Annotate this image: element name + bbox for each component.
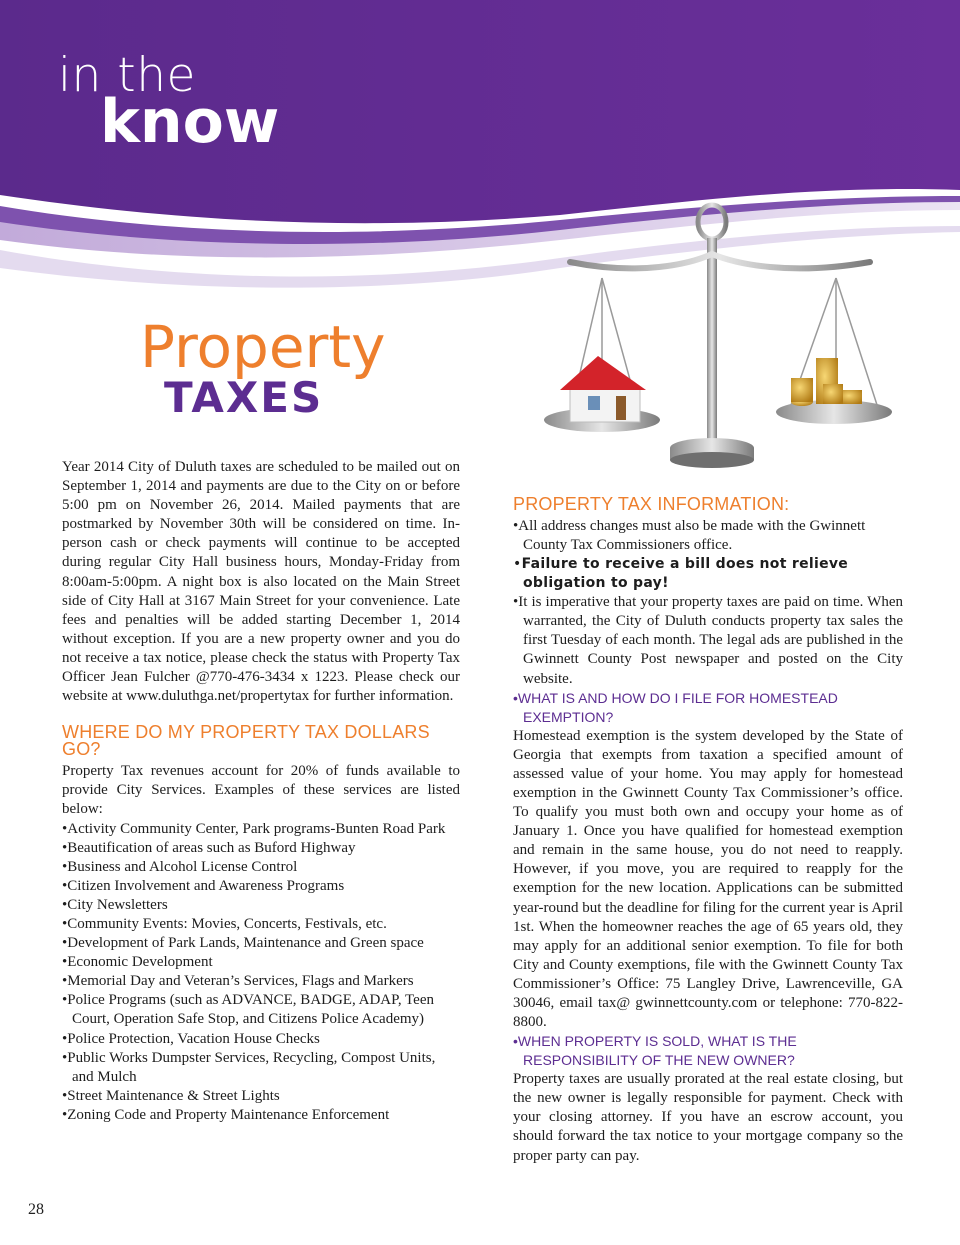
list-item: • Economic Development bbox=[62, 953, 460, 972]
list-item: • Memorial Day and Veteran’s Services, Flags and Markers bbox=[62, 972, 460, 991]
services-list bbox=[62, 820, 460, 1126]
intro-paragraph: Year 2014 City of Duluth taxes are scheduled to be mailed out on September 1, 2014 and payments are due to the City on or before 5:00 pm on November 26, 2014. Mailed payments that are postmarked by November 30th will be considered on time. In-person cash or check payments will continue to be accepted during regular City Hall business hours, Monday-Friday from 8:00am-5:00pm. A night box is also located on the Main Street side of City Hall at 3167 Main Street for your convenience. Late fees and penalties will be added starting December 1, 2014 without exception. If you are a new property owner and you do not receive a tax notice, please check the status with Property Tax Officer Jean Fulcher @770-476-3434 x 1223. Please check our website at www.duluthga.net/propertytax for further information. bbox=[62, 459, 460, 705]
list-item: • Street Maintenance & Street Lights bbox=[62, 1087, 460, 1106]
balance-scale-image bbox=[540, 198, 900, 480]
page-number: 28 bbox=[28, 1201, 44, 1218]
kicker-in-the: in the bbox=[58, 48, 196, 103]
list-item: • Public Works Dumpster Services, Recycling, Compost Units, and Mulch bbox=[62, 1049, 460, 1087]
sold-question: • WHEN PROPERTY IS SOLD, WHAT IS THE RESPONSIBILITY OF THE NEW OWNER? bbox=[513, 1032, 903, 1070]
info-heading: PROPERTY TAX INFORMATION: bbox=[513, 494, 790, 514]
failure-note: • Failure to receive a bill does not relieve obligation to pay! bbox=[513, 555, 903, 593]
list-item: • Activity Community Center, Park programs-Bunten Road Park bbox=[62, 820, 460, 839]
right-column bbox=[513, 496, 903, 1166]
list-item: • Community Events: Movies, Concerts, Festivals, etc. bbox=[62, 915, 460, 934]
page-subtitle: TAXES bbox=[164, 373, 324, 422]
address-note: • All address changes must also be made with the Gwinnett County Tax Commissioners office. bbox=[513, 517, 903, 555]
left-column bbox=[62, 458, 460, 1125]
list-item: • Development of Park Lands, Maintenance and Green space bbox=[62, 934, 460, 953]
scale-illustration bbox=[540, 198, 900, 480]
list-item: • Police Programs (such as ADVANCE, BADGE, ADAP, Teen Court, Operation Safe Stop, and Citizens Police Academy) bbox=[62, 991, 460, 1029]
dollars-heading: WHERE DO MY PROPERTY TAX DOLLARS GO? bbox=[62, 722, 430, 760]
homestead-answer: Homestead exemption is the system developed by the State of Georgia that exempts from taxation a specified amount of assessed value of your home. You may apply for homestead exemption in the Gwinnett County Tax Commissioner’s office. To qualify you must both own and occupy your home as of January 1. Once you have qualified for homestead exemption and remain in the same house, you do not need to reapply. However, if you move, you are required to reapply for the exemption for the new location. Applications can be submitted year-round but the deadline for filing for the current year is April 1st. When the homeowner reaches the age of 65 years old, they may apply for an additional senior exemption. To file for both City and County exemptions, file with the Gwinnett County Tax Commissioner’s Office: 75 Langley Drive, Lawrenceville, GA 30046, email tax@ gwinnettcounty.com or telephone: 770-822-8800. bbox=[513, 727, 903, 1031]
list-item: • Beautification of areas such as Buford Highway bbox=[62, 839, 460, 858]
info-list bbox=[513, 517, 903, 555]
list-item: • Police Protection, Vacation House Checks bbox=[62, 1030, 460, 1049]
list-item: • Business and Alcohol License Control bbox=[62, 858, 460, 877]
list-item: • Zoning Code and Property Maintenance Enforcement bbox=[62, 1106, 460, 1125]
list-item: • City Newsletters bbox=[62, 896, 460, 915]
page-title: Property bbox=[140, 313, 386, 381]
dollars-text: Property Tax revenues account for 20% of funds available to provide City Services. Examples of these services are listed below: bbox=[62, 763, 460, 818]
homestead-question: • WHAT IS AND HOW DO I FILE FOR HOMESTEAD EXEMPTION? bbox=[513, 689, 903, 727]
list-item: • Citizen Involvement and Awareness Programs bbox=[62, 877, 460, 896]
info-list-2 bbox=[513, 593, 903, 688]
sold-answer: Property taxes are usually prorated at the real estate closing, but the new owner is legally responsible for payment. Check with your closing attorney. If you have an escrow account, you should forward the tax notice to your mortgage company so the proper party can pay. bbox=[513, 1071, 903, 1164]
imperative-note: • It is imperative that your property taxes are paid on time. When warranted, the City of Duluth conducts property tax sales the first Tuesday of each month. The legal ads are published in the Gwinnett County Post newspaper and posted on the City website. bbox=[513, 593, 903, 688]
kicker-know: know bbox=[100, 87, 280, 157]
